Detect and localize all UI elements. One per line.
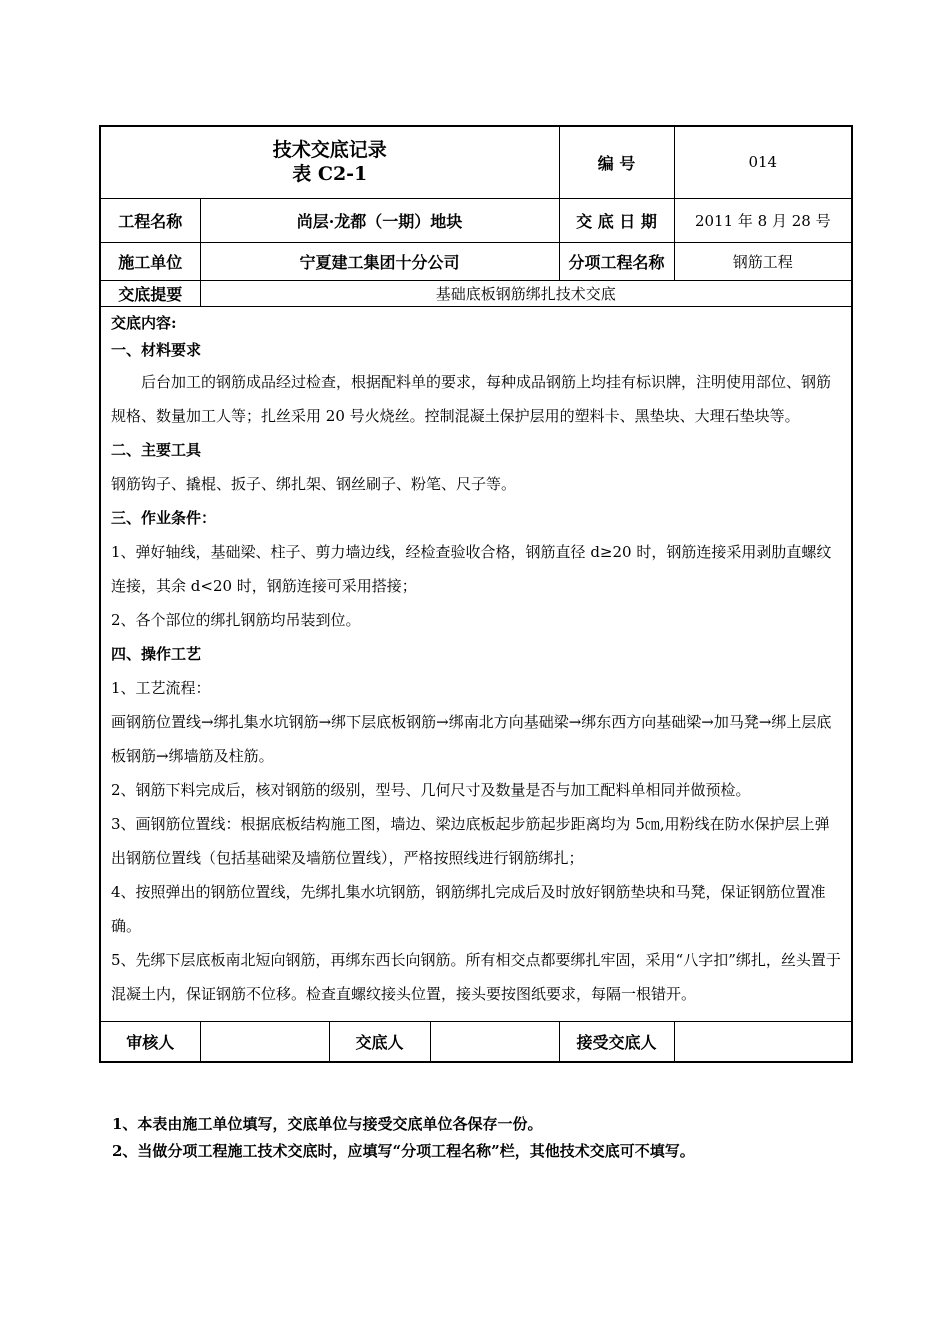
section-1-title: 一、材料要求	[111, 340, 202, 359]
disclosure-content	[100, 306, 852, 1021]
section-2-text: 钢筋钩子、撬棍、扳子、绑扎架、钢丝刷子、粉笔、尺子等。	[111, 474, 517, 493]
section-4-process-flow: 画钢筋位置线→绑扎集水坑钢筋→绑下层底板钢筋→绑南北方向基础梁→绑东西方向基础梁→加马凳→绑上层底板钢筋→绑墙筋及柱筋。	[111, 712, 832, 765]
subproject-value: 钢筋工程	[674, 242, 852, 280]
project-name-label: 工程名称	[100, 198, 200, 242]
number-label: 编 号	[559, 126, 674, 198]
section-4-title: 四、操作工艺	[111, 644, 202, 663]
section-4-item-2: 2、钢筋下料完成后，核对钢筋的级别，型号、几何尺寸及数量是否与加工配料单相同并做预检。	[111, 780, 751, 799]
disclosure-date-label: 交 底 日 期	[559, 198, 674, 242]
note-1: 1、本表由施工单位填写，交底单位与接受交底单位各保存一份。	[112, 1115, 543, 1133]
summary-label: 交底提要	[100, 280, 200, 306]
contractor-value: 宁夏建工集团十分公司	[200, 242, 559, 280]
receiver-label: 接受交底人	[559, 1021, 674, 1062]
form-notes	[112, 1111, 695, 1165]
number-value: 014	[674, 126, 852, 198]
section-4-item-1: 1、工艺流程：	[111, 678, 211, 697]
receiver-value	[674, 1021, 852, 1062]
section-3-title: 三、作业条件：	[111, 508, 217, 527]
section-1-text: 后台加工的钢筋成品经过检查，根据配料单的要求，每种成品钢筋上均挂有标识牌，注明使用部位、钢筋规格、数量加工人等；扎丝采用 20 号火烧丝。控制混凝土保护层用的塑料卡、黑垫块、大理石垫块等。	[111, 372, 832, 425]
subproject-label: 分项工程名称	[559, 242, 674, 280]
contractor-label: 施工单位	[100, 242, 200, 280]
form-title-line1: 技术交底记录	[272, 139, 387, 162]
section-3-item-2: 2、各个部位的绑扎钢筋均吊装到位。	[111, 610, 361, 629]
form-title-line2: 表 C2-1	[292, 163, 368, 186]
section-2-title: 二、主要工具	[111, 440, 202, 459]
content-label: 交底内容:	[111, 313, 177, 332]
section-4-item-4: 4、按照弹出的钢筋位置线，先绑扎集水坑钢筋，钢筋绑扎完成后及时放好钢筋垫块和马凳，保证钢筋位置准确。	[111, 882, 826, 935]
technical-disclosure-form	[99, 125, 853, 1063]
discloser-label: 交底人	[329, 1021, 430, 1062]
form-title	[100, 126, 559, 198]
section-4-item-3: 3、画钢筋位置线：根据底板结构施工图，墙边、梁边底板起步筋起步距离均为 5㎝,用粉线在防水保护层上弹出钢筋位置线（包括基础梁及墙筋位置线），严格按照线进行钢筋绑扎；	[111, 814, 830, 867]
reviewer-label: 审核人	[100, 1021, 200, 1062]
project-name-value: 尚层·龙都（一期）地块	[200, 198, 559, 242]
section-4-item-5: 5、先绑下层底板南北短向钢筋，再绑东西长向钢筋。所有相交点都要绑扎牢固，采用“八字扣”绑扎，丝头置于混凝土内，保证钢筋不位移。检查直螺纹接头位置，接头要按图纸要求，每隔一根错开。	[111, 950, 841, 1003]
disclosure-date-value: 2011 年 8 月 28 号	[674, 198, 852, 242]
section-3-item-1: 1、弹好轴线，基础梁、柱子、剪力墙边线，经检查验收合格，钢筋直径 d≥20 时，钢筋连接采用剥肋直螺纹连接，其余 d<20 时，钢筋连接可采用搭接；	[111, 542, 832, 595]
summary-value: 基础底板钢筋绑扎技术交底	[200, 280, 852, 306]
reviewer-value	[200, 1021, 329, 1062]
note-2: 2、当做分项工程施工技术交底时，应填写“分项工程名称”栏，其他技术交底可不填写。	[112, 1142, 695, 1160]
discloser-value	[430, 1021, 559, 1062]
